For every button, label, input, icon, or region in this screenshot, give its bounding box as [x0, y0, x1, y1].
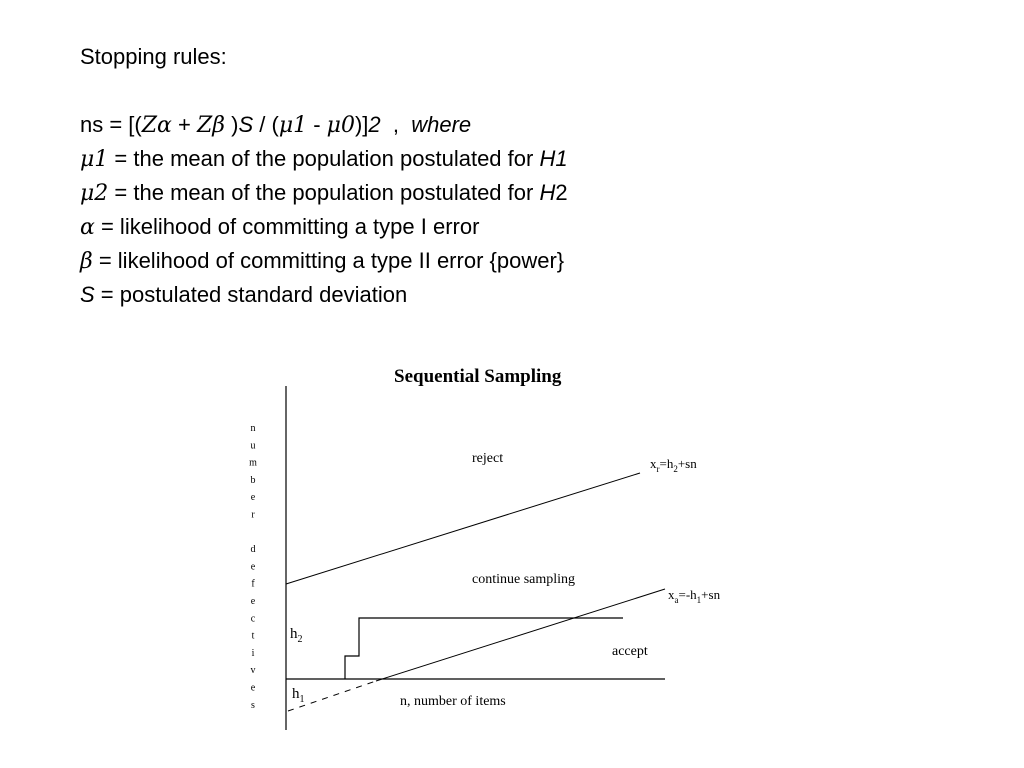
region-accept-label: accept: [612, 644, 648, 659]
formula-z-beta: Zβ: [196, 113, 225, 138]
definition-text: = likelihood of committing a type I error: [94, 214, 480, 239]
y-axis-label-letter: f: [251, 578, 255, 590]
y-axis-label-letter: b: [250, 474, 256, 486]
stopping-rules-text: [80, 40, 568, 312]
formula-lhs: ns = [(: [80, 112, 142, 137]
y-axis-label-letter: u: [250, 440, 256, 452]
formula-div: / (: [253, 112, 279, 137]
y-axis-label-letter: e: [250, 682, 256, 694]
y-axis-label-letter: r: [251, 509, 255, 521]
definition-alpha: [80, 210, 568, 244]
diagram-title: Sequential Sampling: [394, 366, 562, 387]
y-axis-label-letter: i: [251, 647, 255, 659]
y-axis-label-letter: s: [251, 699, 255, 711]
formula-plus: +: [171, 112, 197, 137]
y-axis-label-letter: e: [250, 492, 256, 504]
definition-symbol: μ2: [80, 181, 109, 206]
definition-text: = postulated standard deviation: [94, 282, 408, 307]
formula-power: 2: [368, 112, 381, 137]
y-axis-label-letter: m: [249, 457, 257, 469]
y-axis-label-letter: e: [250, 561, 256, 573]
formula-bracket: )]: [354, 112, 369, 137]
formula-mu0: μ0: [326, 113, 355, 138]
reject-line-label: $x_r=h_2+sn$: [650, 456, 697, 474]
y-axis-label-letter: c: [250, 613, 256, 625]
definition-mu2: [80, 176, 568, 210]
formula-minus: -: [307, 112, 327, 137]
formula-where: where: [411, 112, 472, 137]
definition-s: [80, 278, 568, 312]
definition-tail-extra: 2: [555, 180, 568, 205]
definition-symbol: μ1: [80, 147, 109, 172]
sample-path: [345, 618, 623, 679]
formula-close: ): [225, 112, 239, 137]
heading: Stopping rules:: [80, 44, 227, 69]
formula-s: S: [238, 112, 254, 137]
definition-tail: H: [539, 180, 556, 205]
y-axis-label-letter: d: [250, 544, 256, 556]
diagram-svg: [240, 356, 760, 736]
formula-mu1: μ1: [278, 113, 308, 138]
accept-line-label: $x_a=-h_1+sn$: [668, 587, 721, 605]
y-axis-label-letter: e: [250, 596, 256, 607]
definition-symbol: α: [80, 215, 95, 240]
definition-text: = the mean of the population postulated for: [108, 180, 540, 205]
y-axis-label-letter: t: [251, 630, 255, 642]
definition-text: = the mean of the population postulated for: [108, 146, 540, 171]
sequential-sampling-diagram: [240, 356, 760, 736]
formula-comma: ,: [380, 112, 412, 137]
x-axis-label: n, number of items: [400, 694, 506, 709]
reject-line: [286, 473, 640, 584]
formula-z-alpha: Zα: [141, 113, 172, 138]
definition-mu1: [80, 142, 568, 176]
definition-beta: [80, 244, 568, 278]
region-reject-label: reject: [472, 451, 504, 466]
definition-text: = likelihood of committing a type II error {power}: [92, 248, 565, 273]
definition-symbol: β: [80, 249, 93, 274]
formula-line: [80, 108, 568, 142]
y-axis-label: [249, 423, 257, 711]
y-axis-label-letter: n: [250, 423, 256, 434]
definition-symbol: S: [80, 282, 95, 307]
h1-label: $h_1$: [292, 686, 305, 705]
accept-line: [376, 589, 665, 681]
y-axis-label-letter: v: [250, 665, 256, 677]
region-continue-label: continue sampling: [472, 572, 576, 587]
definition-tail: H1: [539, 146, 568, 171]
h2-label: $h_2$: [290, 626, 303, 645]
